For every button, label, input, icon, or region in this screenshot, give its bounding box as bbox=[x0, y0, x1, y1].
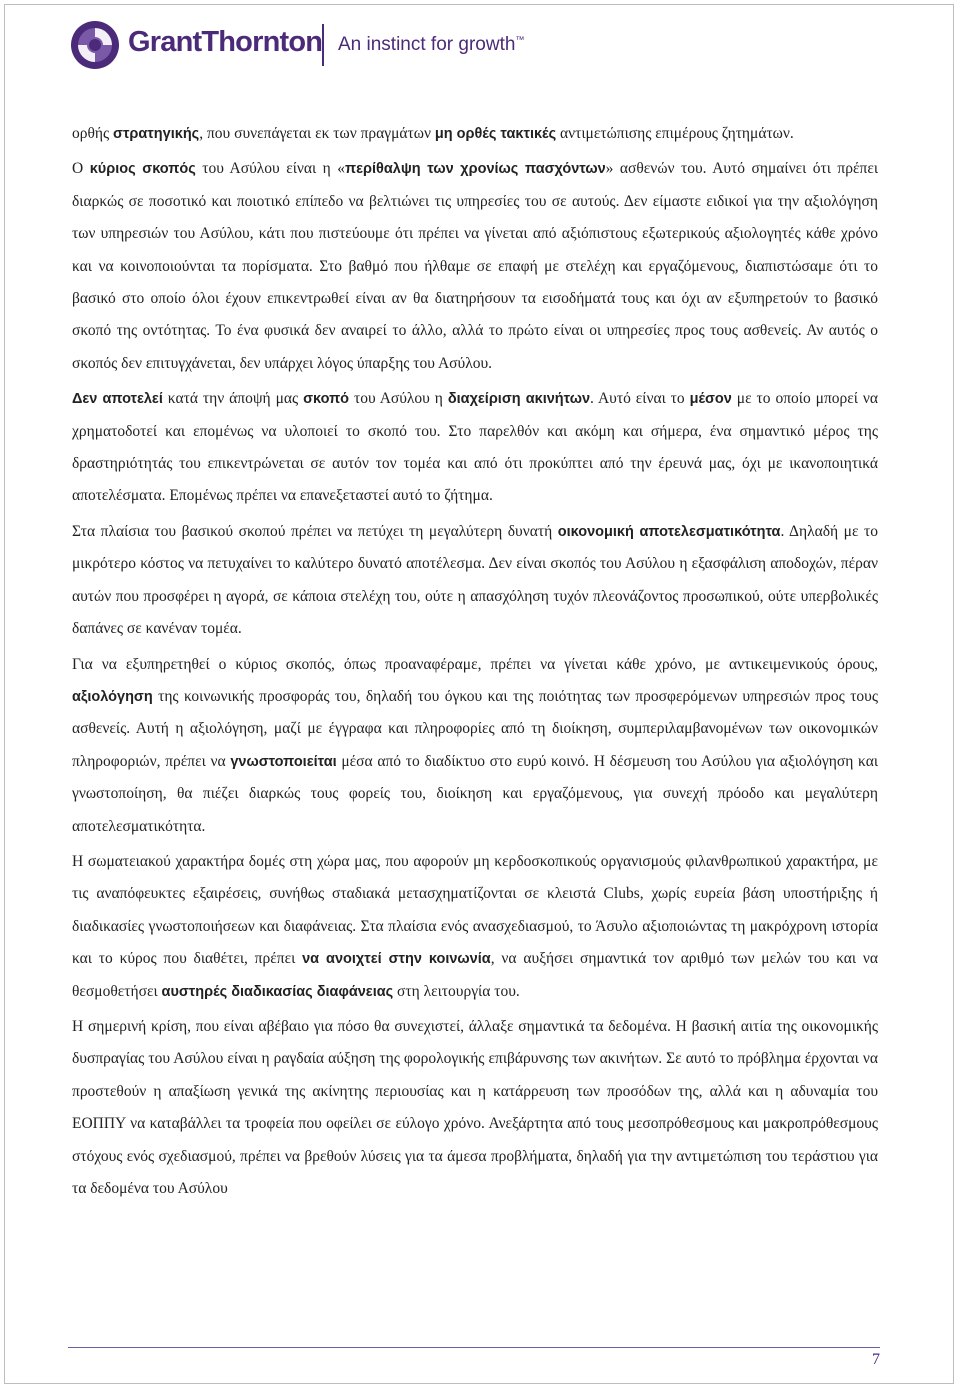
bold-term: να ανοιχτεί στην κοινωνία bbox=[302, 951, 491, 968]
bold-term: αυστηρές διαδικασίας διαφάνειας bbox=[161, 983, 394, 1000]
text-run: Η σωματειακού χαρακτήρα δομές στη χώρα μας, που αφορούν μη κερδοσκοπικούς οργανισμούς φιλανθρωπικού χαρακτήρα, με τις αναπόφευκτες εξαιρέσεις, συνήθως σταδιακά μετασχηματίζονται σε κλειστά Clubs, χωρίς ευρεία βάση υποστήριξης ή διαδικασίες γνωστοποιήσεων και διαφάνειας. Στα πλαίσια ενός ανασχεδιασμού, το Άσυλο αξιοποιώντας τη μακρόχρονη ιστορία και το κύρος που διαθέτει, πρέπει bbox=[72, 852, 878, 968]
text-run: μέσα από το διαδίκτυο στο ευρύ κοινό. Η δέσμευση του Ασύλου για αξιολόγηση και γνωστοποίηση, θα πιέζει διαρκώς τους φορείς του, διοίκηση και εργαζόμενους, για συνεχή πρόοδο και μεγαλύτερη αποτελεσματικότητα. bbox=[72, 752, 879, 835]
bold-term: γνωστοποιείται bbox=[230, 753, 337, 770]
bold-term: κύριος σκοπός bbox=[89, 161, 196, 178]
text-run: . Αυτό είναι το bbox=[590, 390, 690, 408]
bold-term: μη ορθές τακτικές bbox=[434, 126, 557, 142]
footer-rule bbox=[68, 1347, 880, 1348]
bold-term: Δεν αποτελεί bbox=[72, 391, 163, 408]
text-run: ορθής bbox=[72, 125, 114, 142]
paragraph-4 bbox=[72, 516, 878, 646]
brand-name: GrantThornton bbox=[128, 26, 323, 58]
text-run: Η σημερινή κρίση, που είναι αβέβαιο για πόσο θα συνεχιστεί, άλλαξε σημαντικά τα δεδομένα. Η βασική αιτία της οικονομικής δυσπραγίας του Ασύλου είναι η ραγδαία αύξηση της φορολογικής επιβάρυνσης των ακινήτων. Σε αυτό το πρόβλημα έρχονται να προστεθούν η απαξίωση γενικά της ακίνητης περιουσίας και η κατάρρευση των προσόδων της, αλλά και η αδυναμία του ΕΟΠΠΥ να καταβάλλει τα τροφεία που οφείλει σε εύλογο χρόνο. Ανεξάρτητα από τους μεσοπρόθεσμους και μακροπρόθεσμους στόχους ενός σχεδιασμού, πρέπει να βρεθούν λύσεις για τα άμεσα προβλήματα, δηλαδή για την αντιμετώπιση του τεράστιου για τα δεδομένα του Ασύλου bbox=[72, 1017, 878, 1197]
trademark-mark: ™ bbox=[515, 34, 525, 45]
paragraph-7 bbox=[72, 1011, 878, 1205]
bold-term: οικονομική αποτελεσματικότητα bbox=[557, 523, 781, 540]
text-run: , που συνεπάγεται εκ των πραγμάτων bbox=[199, 125, 435, 142]
text-run: Στα πλαίσια του βασικού σκοπού πρέπει να πετύχει τη μεγαλύτερη δυνατή bbox=[72, 522, 558, 540]
text-run: αντιμετώπισης επιμέρους ζητημάτων. bbox=[556, 125, 794, 142]
paragraph-5 bbox=[72, 649, 878, 843]
brand-tagline bbox=[338, 34, 524, 56]
bold-term: μέσον bbox=[689, 391, 732, 408]
bold-term: σκοπό bbox=[303, 391, 350, 408]
text-run: κατά την άποψή μας bbox=[162, 390, 304, 408]
grant-thornton-swirl-icon bbox=[70, 20, 120, 70]
text-run: , να αυξήσει σημαντικά τον αριθμό των μελών του και να θεσμοθετήσει bbox=[72, 950, 879, 1000]
text-run: . Δηλαδή με το μικρότερο κόστος να πετυχαίνει το καλύτερο δυνατό αποτέλεσμα. Δεν είναι σκοπός του Ασύλου η εξασφάλιση αποδοχών, πέραν αυτών που προσφέρει η αγορά, σε κάποια στελέχη του, ούτε η απασχόληση τυχόν πλεονάζοντος προσωπικού, ούτε υπερβολικές δαπάνες σε κανέναν τομέα. bbox=[72, 522, 879, 638]
page-header bbox=[68, 16, 668, 76]
bold-term: διαχείριση ακινήτων bbox=[447, 391, 591, 408]
bold-term: αξιολόγηση bbox=[72, 688, 153, 705]
header-divider bbox=[322, 24, 324, 66]
page-number: 7 bbox=[872, 1351, 880, 1368]
bold-term: στρατηγικής bbox=[113, 126, 200, 142]
paragraph-1 bbox=[72, 118, 878, 150]
bold-term: περίθαλψη των χρονίως πασχόντων bbox=[345, 161, 606, 178]
text-run: στη λειτουργία του. bbox=[393, 982, 520, 1000]
paragraph-2 bbox=[72, 153, 878, 380]
paragraph-6 bbox=[72, 846, 878, 1008]
paragraph-3 bbox=[72, 383, 878, 513]
text-run: με το οποίο μπορεί να χρηματοδοτεί και επομένως να υλοποιεί το σκοπό του. Στο παρελθόν και ακόμη και σήμερα, ένα σημαντικό μέρος της δραστηριότητάς του επικεντρώνεται σε αυτόν τον τομέα και από ότι προκύπτει από την έρευνά μας, όχι με ικανοποιητικά αποτελέσματα. Επομένως πρέπει να επανεξεταστεί αυτό το ζήτημα. bbox=[72, 390, 878, 505]
text-run: του Ασύλου η bbox=[349, 390, 448, 408]
document-body bbox=[72, 118, 878, 1208]
text-run: Ο bbox=[72, 160, 90, 178]
text-run: του Ασύλου είναι η « bbox=[195, 160, 346, 178]
text-run: της κοινωνικής προσφοράς του, δηλαδή του όγκου και της ποιότητας των προσφερόμενων υπηρεσιών προς τους ασθενείς. Αυτή η αξιολόγηση, μαζί με έγγραφα και πληροφορίες από τη διοίκηση, συμπεριλαμβανομένων των οικονομικών πληροφοριών, πρέπει να bbox=[72, 687, 878, 770]
text-run: » ασθενών του. Αυτό σημαίνει ότι πρέπει διαρκώς σε ποσοτικό και ποιοτικό επίπεδο να βελτιώνει τις υπηρεσίες του σε αυτούς. Δεν είμαστε ειδικοί για την αξιολόγηση των υπηρεσιών του Ασύλου, κάτι που πιστεύουμε ότι πρέπει να γίνεται από αξιόπιστους εξωτερικούς αξιολογητές κάθε χρόνο και να κοινοποιούνται τα πορίσματα. Στο βαθμό που ήλθαμε σε επαφή με στελέχη και εργαζόμενους, διαπιστώσαμε ότι το βασικό στο οποίο όλοι έχουν επικεντρωθεί είναι αν θα διατηρήσουν τα εισοδήματά τους και όχι αν εξυπηρετούν το βασικό σκοπό της οντότητας. Το ένα φυσικά δεν αναιρεί το άλλο, αλλά το πρώτο είναι οι υπηρεσίες προς τους ασθενείς. Αν αυτός ο σκοπός δεν επιτυγχάνεται, δεν υπάρχει λόγος ύπαρξης του Ασύλου. bbox=[72, 160, 878, 372]
text-run: Για να εξυπηρετηθεί ο κύριος σκοπός, όπως προαναφέραμε, πρέπει να γίνεται κάθε χρόνο, με αντικειμενικούς όρους, bbox=[72, 655, 878, 673]
tagline-text: An instinct for growth bbox=[338, 34, 516, 55]
